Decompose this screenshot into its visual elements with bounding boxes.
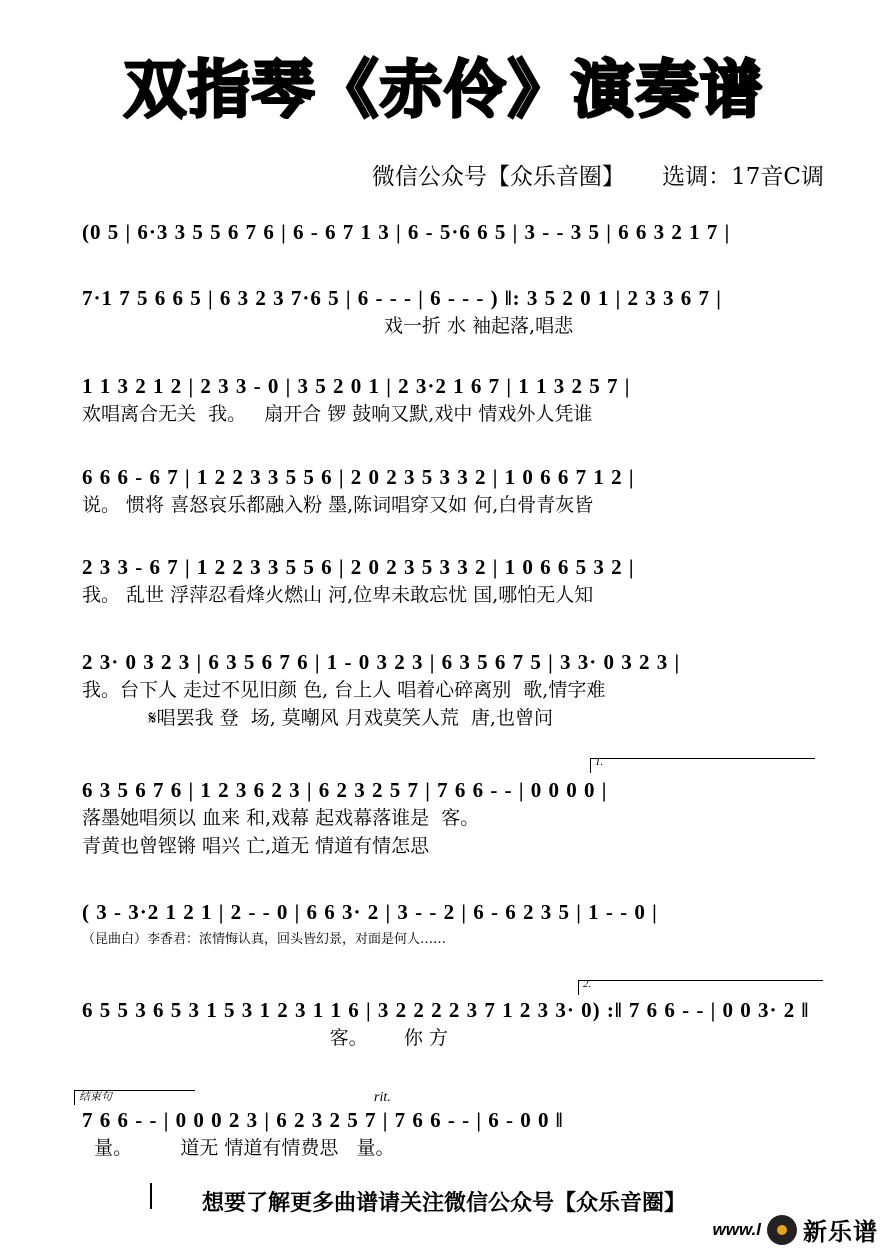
rit-mark: rit. [374,1090,391,1105]
volta-1 [590,758,815,773]
subtitle [372,158,824,191]
lyric-line: 欢唱离合无关 我。 扇开合 锣 鼓响又默,戏中 情戏外人凭谁 [82,403,593,425]
lyric-line: 我。台下人 走过不见旧颜 色, 台上人 唱着心碎离别 歌,情字难 [82,679,606,701]
lyric-line: 量。 道无 情道有情费思 量。 [82,1137,395,1159]
score-row-4 [82,463,822,519]
notes-line: ( 3 - 3·2 1 2 1 | 2 - - 0 | 6 6 3· 2 | 3 - - 2 | 6 - 6 2 3 5 | 1 - - 0 | [82,900,658,924]
notes-line: 2 3 3 - 6 7 | 1 2 2 3 3 5 5 6 | 2 0 2 3 5 3 3 2 | 1 0 6 6 5 3 2 | [82,555,635,579]
notes-line: 6 3 5 6 7 6 | 1 2 3 6 2 3 | 6 2 3 2 5 7 | 7 6 6 - - | 0 0 0 0 | [82,778,608,802]
record-disc-icon [767,1215,797,1245]
notes-line: 6 5 5 3 6 5 3 1 5 3 1 2 3 1 1 6 | 3 2 2 2 2 3 7 1 2 3 3· 0) :‖ 7 6 6 - - | 0 0 3· 2 ‖ [82,998,810,1022]
volta-2-label: 2. [583,978,592,990]
site-logo[interactable] [713,1212,879,1247]
lyric-line: 落墨她唱须以 血来 和,戏幕 起戏幕落谁是 客。 [82,807,480,829]
score-row-3 [82,372,822,428]
notes-line: 6 6 6 - 6 7 | 1 2 2 3 3 5 5 6 | 2 0 2 3 5 3 3 2 | 1 0 6 6 7 1 2 | [82,465,635,489]
page-title: 双指琴《赤伶》演奏谱 [123,53,764,126]
logo-brand: 新乐谱 [803,1218,878,1246]
notes-line: (0 5 | 6·3 3 5 5 6 7 6 | 6 - 6 7 1 3 | 6 - 5·6 6 5 | 3 - - 3 5 | 6 6 3 2 1 7 | [82,220,731,244]
score-row-7 [82,776,822,860]
notes-line: 7 6 6 - - | 0 0 0 2 3 | 6 2 3 2 5 7 | 7 6 6 - - | 6 - 0 0 ‖ [82,1108,564,1132]
lyric-line: 说。 惯将 喜怒哀乐都融入粉 墨,陈词唱穿又如 何,白骨青灰皆 [82,494,594,516]
volta-1-label: 1. [595,756,604,768]
notes-line: 2 3· 0 3 2 3 | 6 3 5 6 7 6 | 1 - 0 3 2 3 | 6 3 5 6 7 5 | 3 3· 0 3 2 3 | [82,650,681,674]
lyric-line: 青黄也曾铿锵 唱兴 亡,道无 情道有情怎思 [82,835,430,857]
score-row-8 [82,898,822,954]
footer-text: 想要了解更多曲谱请关注微信公众号【众乐音圈】 [201,1191,686,1216]
lyric-line: 客。 你 方 [82,1027,448,1049]
lyric-line: 𝄋唱罢我 登 场, 莫嘲风 月戏莫笑人荒 唐,也曾问 [82,707,553,729]
score-row-9 [82,996,822,1052]
notes-line: 7·1 7 5 6 6 5 | 6 3 2 3 7·6 5 | 6 - - - | 6 - - - ) ‖: 3 5 2 0 1 | 2 3 3 6 7 | [82,286,722,310]
logo-url: www.l [712,1219,761,1239]
score-row-5 [82,553,822,609]
volta-2 [578,980,823,995]
lyric-line: 我。 乱世 浮萍忍看烽火燃山 河,位卑未敢忘忧 国,哪怕无人知 [82,584,594,606]
source-text: 微信公众号【众乐音圈】 [371,164,625,190]
lyric-line: （昆曲白）李香君：浓情悔认真，回头皆幻景，对面是何人…… [82,932,447,947]
ending-bracket [74,1090,195,1105]
score-row-6 [82,648,822,732]
lyric-line: 戏一折 水 袖起落,唱悲 [82,315,574,337]
ending-label: 结束句 [79,1091,112,1103]
score-row-10 [82,1106,822,1162]
key-text: 选调：17音C调 [662,164,824,190]
score-row-2 [82,284,822,340]
score-row-1 [82,218,822,246]
notes-line: 1 1 3 2 1 2 | 2 3 3 - 0 | 3 5 2 0 1 | 2 3·2 1 6 7 | 1 1 3 2 5 7 | [82,374,631,398]
